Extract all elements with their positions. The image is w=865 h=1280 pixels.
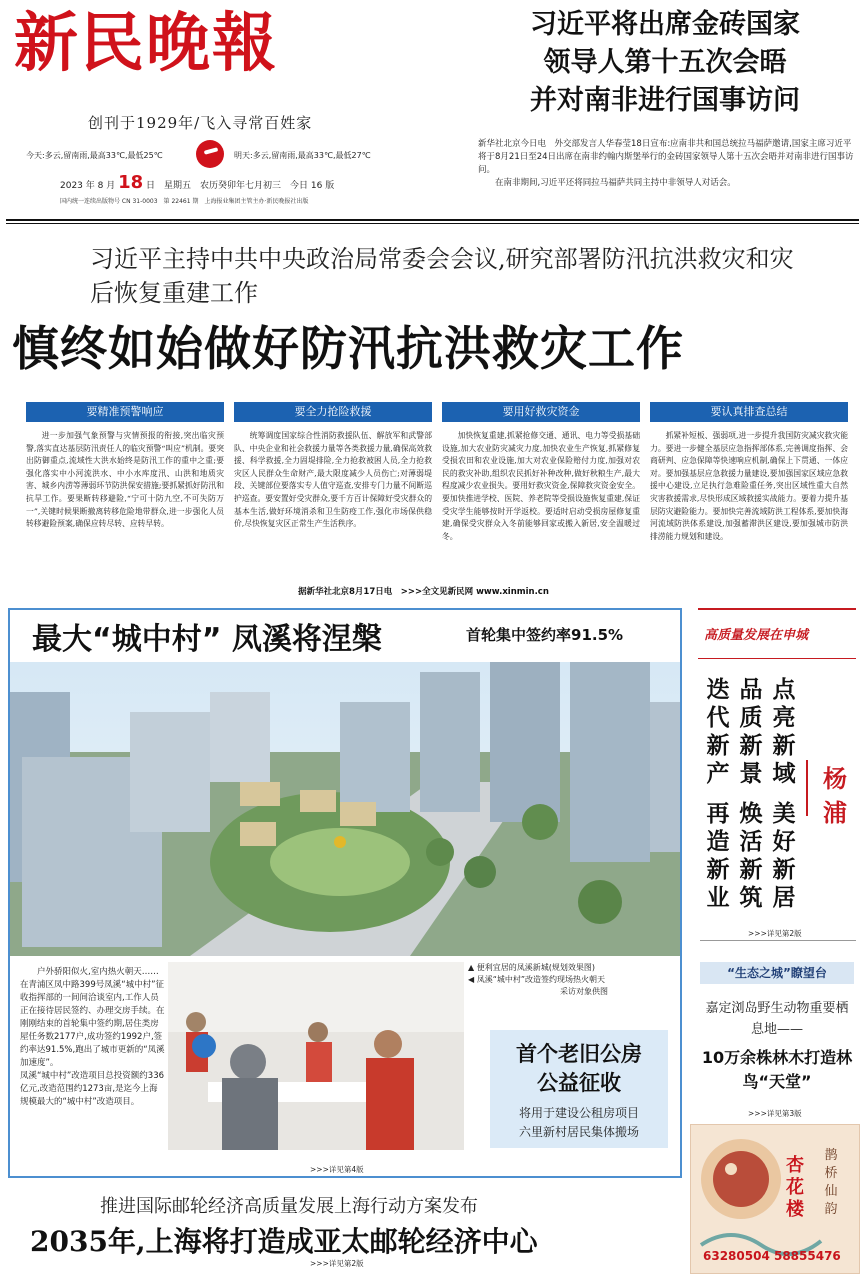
date-suffix: 日 星期五 农历癸卯年七月初三 今日 16 版	[146, 181, 335, 191]
column-text: 加快恢复重建,抓紧抢修交通、通讯、电力等受损基础设施,加大农业防灾减灾力度,加快农业生产恢复,抓紧修复受损农田和农业设施,加大对农业保险赔付力度,加强对农民的救灾补助,组织农民抓好补种改种,做好秋粮生产,最大程度减少农业损失。要用好救灾资金,保障救灾资金安全。要加快推进学校、医院、养老院等受损设施恢复重建,保证受灾学生能够按时开学返校。要适时启动受损房屋修复重建,确保受灾群众入冬前能够回家或搬入新居,安全温暖过冬。	[442, 431, 640, 541]
lead-column	[234, 402, 432, 598]
eco-headline: 10万余株林木打造林鸟“天堂”	[701, 1048, 853, 1091]
column-title: 要认真排查总结	[650, 402, 848, 422]
bottom-kicker: 推进国际邮轮经济高质量发展上海行动方案发布	[100, 1196, 478, 1217]
newspaper-logo-icon	[196, 140, 224, 168]
feature-more-link[interactable]: >>>详见第4版	[310, 1165, 364, 1174]
eco-kicker: 嘉定浏岛野生动物重要栖息地——	[705, 1001, 849, 1037]
feature-rendering-image	[10, 662, 680, 956]
feature-body: 户外骄阳似火,室内热火朝天……在青浦区凤中路399号凤溪“城中村”征收指挥部的一间间洽谈室内,工作人员正在接待居民签约、办理交房手续。在刚刚结束的首轮集中签约期,居住类房屋任务数2177户,成功签约1992户,签约率达91.5%,跑出了城市更新的“凤溪加速度”。 凤溪“城中村”改造项目总投资额约336亿元,改造范围约1273亩,是迄今上海规模最大的“城中村”改造项目。	[20, 967, 165, 1107]
top-story-headline	[470, 6, 860, 120]
eco-section-title: “生态之城”瞭望台	[700, 962, 854, 984]
caption-line: ◀ 凤溪“城中村”改造签约现场热火朝天	[468, 975, 605, 984]
divider	[806, 760, 808, 816]
sidebar-phrase: 点亮新域	[772, 677, 796, 787]
caption-credit: 采访对象供图	[560, 987, 608, 996]
bottom-headline: 2035年,上海将打造成亚太邮轮经济中心	[30, 1225, 538, 1258]
lead-column	[650, 402, 848, 598]
sidebar-section-header	[698, 608, 856, 659]
callout-title: 首个老旧公房公益征收	[516, 1042, 642, 1095]
sidebar-section-title: 高质量发展在申城	[704, 628, 809, 643]
column-text: 统筹调度国家综合性消防救援队伍、解放军和武警部队、中央企业和社会救援力量等各类救援力量,确保高效救援、科学救援,全力固堤排险,全力抢救被困人员,全力抢救灾区人民群众生命财产,最大限度减少人员伤亡;对薄弱堤段、关键部位要落实专人值守巡查,安排专门力量不间断巡护巡查。要安置好受灾群众,要千方百计保障好受灾群众的基本生活,做好环境消杀和卫生防疫工作,强化市场保供稳价,尽快恢复灾区正常生产生活秩序。	[234, 431, 432, 529]
ad-vertical-text: 鹊桥仙韵	[824, 1148, 838, 1217]
signing-scene-photo	[168, 962, 464, 1150]
sidebar-phrase: 焕活新筑	[739, 801, 763, 911]
eco-more-link[interactable]: >>>详见第3版	[748, 1109, 802, 1118]
ad-phone: 63280504 58855476	[703, 1249, 841, 1263]
feature-headline: 最大“城中村” 凤溪将涅槃	[32, 622, 382, 657]
masthead-title: 新民晚報	[14, 6, 278, 81]
lead-column	[26, 402, 224, 598]
column-title: 要全力抢险救援	[234, 402, 432, 422]
lead-column	[442, 402, 640, 598]
ad-brand-name: 杏花楼	[786, 1155, 804, 1220]
date-day: 18	[118, 172, 144, 193]
publication-info: 国内统一连续出版物号 CN 31-0003 第 22461 期 上海报业集团主管主办·新民晚报社出版	[60, 198, 309, 205]
lead-kicker: 习近平主持中共中央政治局常委会会议,研究部署防汛抗洪救灾和灾后恢复重建工作	[90, 245, 794, 307]
caption-line: ▲ 便利宜居的凤溪新城(规划效果图)	[468, 963, 595, 972]
weather-today: 今天:多云,留南雨,最高33℃,最低25℃	[26, 151, 163, 160]
divider	[6, 223, 859, 224]
top-lead-paragraph: 在南非期间,习近平还将同拉马福萨共同主持中非领导人对话会。	[495, 178, 736, 188]
masthead-slogan: 创刊于1929年/飞入寻常百姓家	[88, 114, 313, 132]
lead-headline: 慎终如始做好防汛抗洪救灾工作	[12, 322, 684, 377]
date-prefix: 2023 年 8 月	[60, 181, 116, 191]
sidebar-phrase: 再造新业	[706, 801, 730, 911]
sidebar-phrase: 品质新景	[739, 677, 763, 787]
divider	[700, 940, 856, 941]
feature-subhead: 首轮集中签约率91.5%	[466, 626, 624, 644]
divider	[6, 219, 859, 221]
feature-callout	[490, 1030, 668, 1148]
feature-captions	[468, 962, 678, 998]
bottom-more-link[interactable]: >>>详见第2版	[310, 1259, 364, 1268]
sidebar-more-link[interactable]: >>>详见第2版	[748, 929, 802, 938]
column-title: 要用好救灾资金	[442, 402, 640, 422]
dateline	[60, 172, 334, 193]
column-text: 进一步加强气象预警与灾情预报的衔接,突出临灾预警,落实直达基层防汛责任人的临灾预警“叫应”机制。要突出防御重点,流域性大洪水始终是防汛工作的重中之重;要强化落实中小河流洪水、中小水库度汛、山洪和地质灾害、城乡内涝等薄弱环节防洪保安措施;要抓紧抓好防汛和抗旱工作。要果断转移避险,“宁可十防九空,不可失防万一”,关键时候果断撤离转移危险地带群众,进一步强化人员转移避险预案,确保应转尽转、应转早转。	[26, 431, 224, 529]
sidebar-phrase: 美好新居	[772, 801, 796, 911]
top-headline-line: 习近平将出席金砖国家	[530, 9, 800, 40]
weather-tomorrow: 明天:多云,留南雨,最高33℃,最低27℃	[234, 151, 371, 160]
lead-credit[interactable]: 据新华社北京8月17日电 >>>全文见新民网 www.xinmin.cn	[298, 587, 549, 597]
top-headline-line: 并对南非进行国事访问	[530, 85, 800, 116]
top-headline-line: 领导人第十五次会晤	[543, 47, 787, 78]
sidebar-phrase: 迭代新产	[706, 677, 730, 787]
top-story-lead	[478, 138, 854, 190]
sidebar-district: 杨浦	[823, 765, 847, 827]
callout-subtitle: 将用于建设公租房项目六里新村居民集体搬场	[518, 1106, 639, 1139]
top-lead-paragraph: 新华社北京今日电 外交部发言人华春莹18日宣布:应南非共和国总统拉马福萨邀请,国家主席习近平将于8月21日至24日出席在南非约翰内斯堡举行的金砖国家领导人第十五次会晤并对南非进行国事访问。	[478, 139, 854, 175]
mooncake-advertisement	[690, 1124, 860, 1274]
column-title: 要精准预警响应	[26, 402, 224, 422]
column-text: 抓紧补短板、强弱项,进一步提升我国防灾减灾救灾能力。要进一步健全基层应急指挥部体系,完善调度指挥、会商研判、应急保障等快速响应机制,确保上下贯通、一体应对。要加强基层应急救援力量建设,要加强国家区域应急救援中心建设,立足执行急难险重任务,突出区域性重大自然灾害救援需求,尽快形成区域救援实战能力。要着力提升基层防灾避险能力。要加快完善流域防洪工程体系,要加快海河流域防洪体系建设,加强蓄滞洪区建设,要加强城市防洪排涝能力规划和建设。	[650, 431, 848, 541]
